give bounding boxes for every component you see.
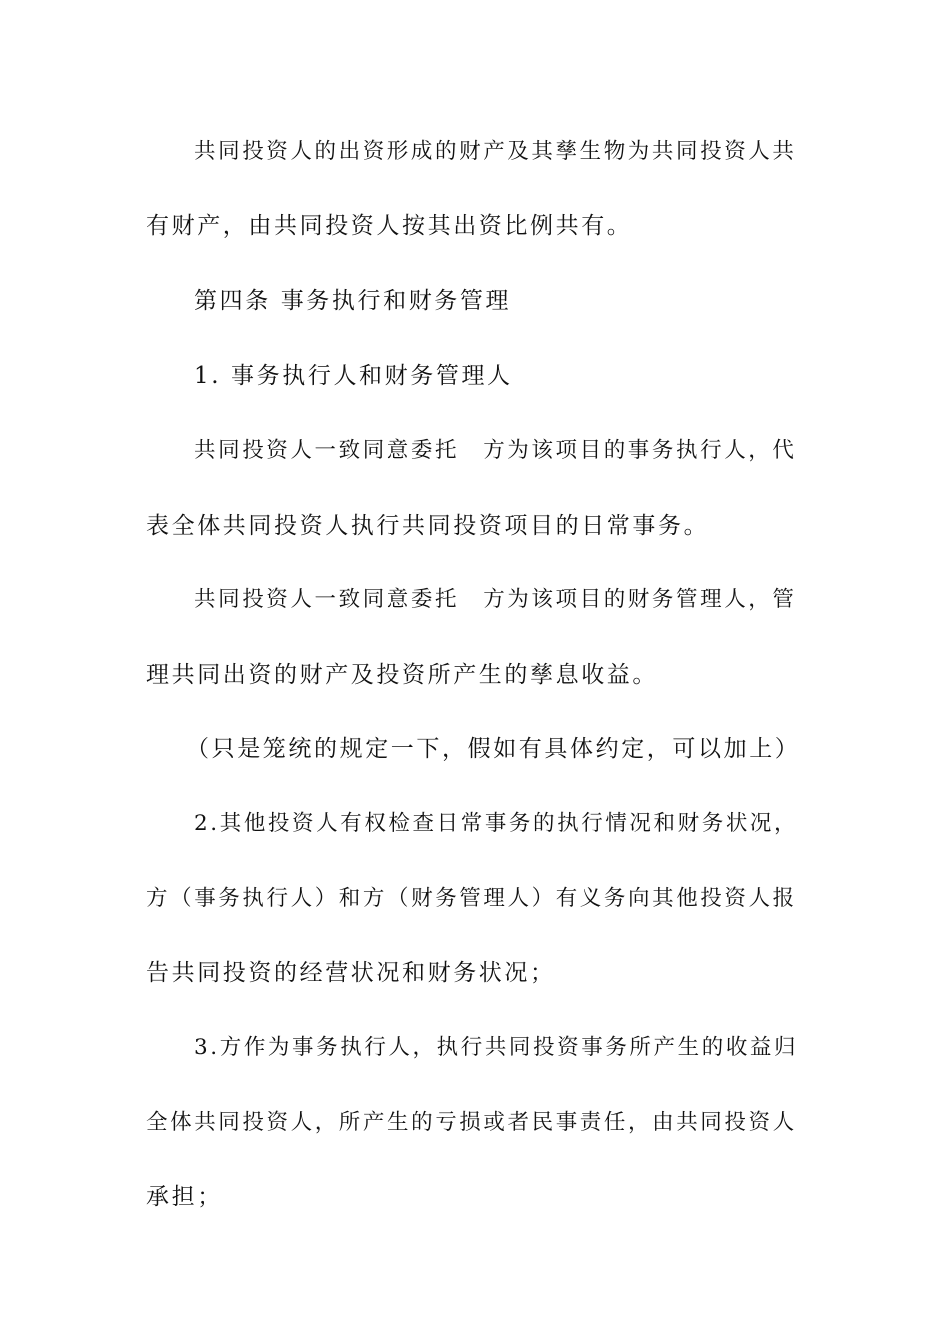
paragraph-item-3-line-3: 承担；	[146, 1184, 223, 1210]
paragraph-item-3-line-2: 全体共同投资人，所产生的亏损或者民事责任，由共同投资人	[146, 1110, 797, 1135]
paragraph-financial-manager-line-1: 共同投资人一致同意委托 方为该项目的财务管理人，管	[194, 587, 797, 612]
paragraph-property-line-2: 有财产，由共同投资人按其出资比例共有。	[146, 213, 633, 239]
item-1-heading: 1. 事务执行人和财务管理人	[194, 363, 513, 389]
paragraph-item-3-line-1: 3.方作为事务执行人，执行共同投资事务所产生的收益归	[194, 1035, 799, 1060]
paragraph-executor-line-2: 表全体共同投资人执行共同投资项目的日常事务。	[146, 513, 710, 539]
article-4-heading: 第四条 事务执行和财务管理	[194, 288, 512, 314]
paragraph-executor-line-1: 共同投资人一致同意委托 方为该项目的事务执行人，代	[194, 438, 797, 463]
parenthetical-note: （只是笼统的规定一下，假如有具体约定，可以加上）	[186, 736, 801, 762]
paragraph-item-2-line-1: 2.其他投资人有权检查日常事务的执行情况和财务状况，	[194, 811, 799, 836]
paragraph-property-line-1: 共同投资人的出资形成的财产及其孳生物为共同投资人共	[194, 139, 797, 164]
paragraph-financial-manager-line-2: 理共同出资的财产及投资所产生的孳息收益。	[146, 662, 658, 688]
paragraph-item-2-line-2: 方（事务执行人）和方（财务管理人）有义务向其他投资人报	[146, 886, 797, 911]
paragraph-item-2-line-3: 告共同投资的经营状况和财务状况；	[146, 960, 556, 986]
